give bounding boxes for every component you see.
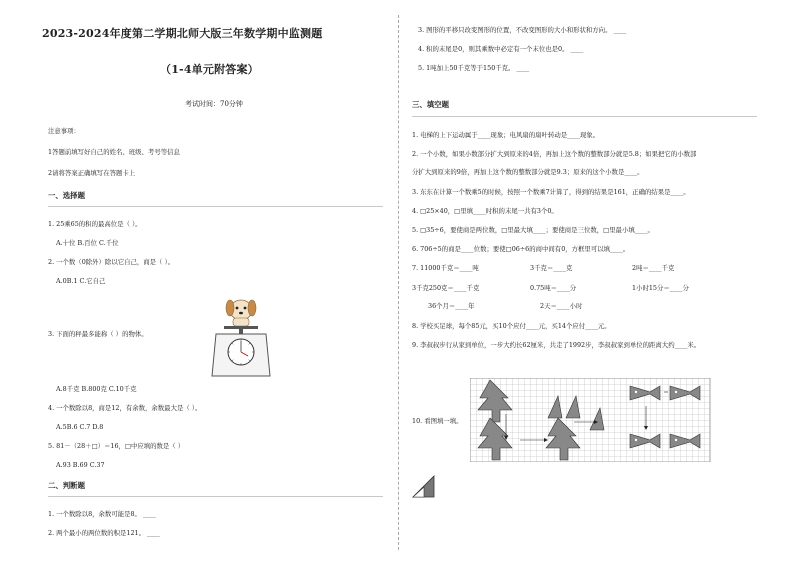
fill-7-cell: 36个月＝____年 [428,302,475,310]
section3-heading: 三、填空题 [412,100,449,109]
fill-7-cell: 2吨＝____千克 [632,264,675,272]
judge-2: 2. 两个最小的两位数的积是121。 ____ [48,529,160,537]
fill-7-cell: 3千克＝____克 [530,264,573,272]
fill-1: 1. 电梯的上下运动属于____现象；电风扇的扇叶转动是____现象。 [412,131,600,139]
fill-2b: 分扩大到原来的9倍，再加上这个数的整数部分就是9.3；原来的这个小数是____。 [412,168,644,176]
judge-5: 5. 1吨加上50千克等于150千克。 ____ [418,64,530,72]
fill-7-cell: 7. 11000千克＝____吨 [412,264,479,272]
fill-3: 3. 东东在计算一个数乘5的时候，按照一个数乘7计算了，得到的结果是161，正确的结果是____。 [412,188,690,196]
scale-with-dog-image [206,292,276,378]
fill-7-cell: 0.75吨＝____分 [530,284,577,292]
fill-4: 4. □25×40，□里填____时积的末尾一共有3个0。 [412,207,558,215]
section-divider [412,116,757,117]
judge-4: 4. 积的末尾是0，则其乘数中必定有一个末位也是0。 ____ [418,45,584,53]
options-1-3: A.8千克 B.800克 C.10千克 [56,385,137,393]
notice-item: 1答题前填写好自己的姓名、班级、考号等信息 [48,148,180,156]
options-1-2: A.0B.1 C.它自己 [56,277,106,285]
translation-grid-figure [470,378,712,462]
section-divider [48,206,383,207]
question-1-2: 2. 一个数（0除外）除以它自己，商是（ ）。 [48,258,175,266]
fill-7-cell: 3千克250克＝____千克 [412,284,480,292]
question-1-3: 3. 下面的秤最多能称（ ）的物体。 [48,330,148,338]
exam-time: 考试时间：70分钟 [185,100,243,108]
section1-heading: 一、选择题 [48,191,85,200]
fill-10: 10. 看图填一填。 [412,417,463,425]
options-1-1: A.十位 B.百位 C.千位 [56,239,119,247]
question-1-1: 1. 25乘65的积的最高位是（ ）。 [48,220,142,228]
options-1-5: A.93 B.69 C.37 [56,461,105,469]
notice-heading: 注意事项： [48,127,80,135]
fill-5: 5. □35÷6，要使商是两位数，□里最大填____；要使商是三位数，□里最小填____。 [412,226,654,234]
notice-item: 2请将答案正确填写在答题卡上 [48,169,136,177]
section-divider [48,496,383,497]
question-1-4: 4. 一个数除以8，商是12，有余数，余数最大是（ ）。 [48,404,202,412]
section2-heading: 二、判断题 [48,481,85,490]
page-subtitle: （1-4单元附答案） [160,63,259,76]
options-1-4: A.5B.6 C.7 D.8 [56,423,104,431]
judge-1: 1. 一个数除以8，余数可能是8。 ____ [48,510,156,518]
fill-6: 6. 706÷5的商是____位数；要使□06÷6的商中间有0，方框里可以填____。 [412,245,630,253]
fill-7-cell: 1小时15分＝____分 [632,284,689,292]
judge-3: 3. 图形的平移只改变图形的位置，不改变图形的大小和形状和方向。 ____ [418,26,627,34]
fill-8: 8. 学校买足球，每个85元，买10个应付____元，买14个应付____元。 [412,322,611,330]
fill-9: 9. 李叔叔步行从家到单位，一步大约长62厘米，共走了1992步，李叔叔家到单位的距离大约____米。 [412,341,701,349]
small-triangle-figure [410,474,438,500]
question-1-5: 5. 81－（28＋□）＝16，□中应填的数是（ ） [48,442,185,450]
fill-7-cell: 2天＝____小时 [540,302,583,310]
column-divider [398,15,399,550]
page-title: 2023-2024年度第二学期北师大版三年数学期中监测题 [42,27,323,40]
fill-2a: 2. 一个小数，如果小数部分扩大到原来的4倍，再加上这个数的整数部分就是5.8；如果把它的小数部 [412,150,697,158]
